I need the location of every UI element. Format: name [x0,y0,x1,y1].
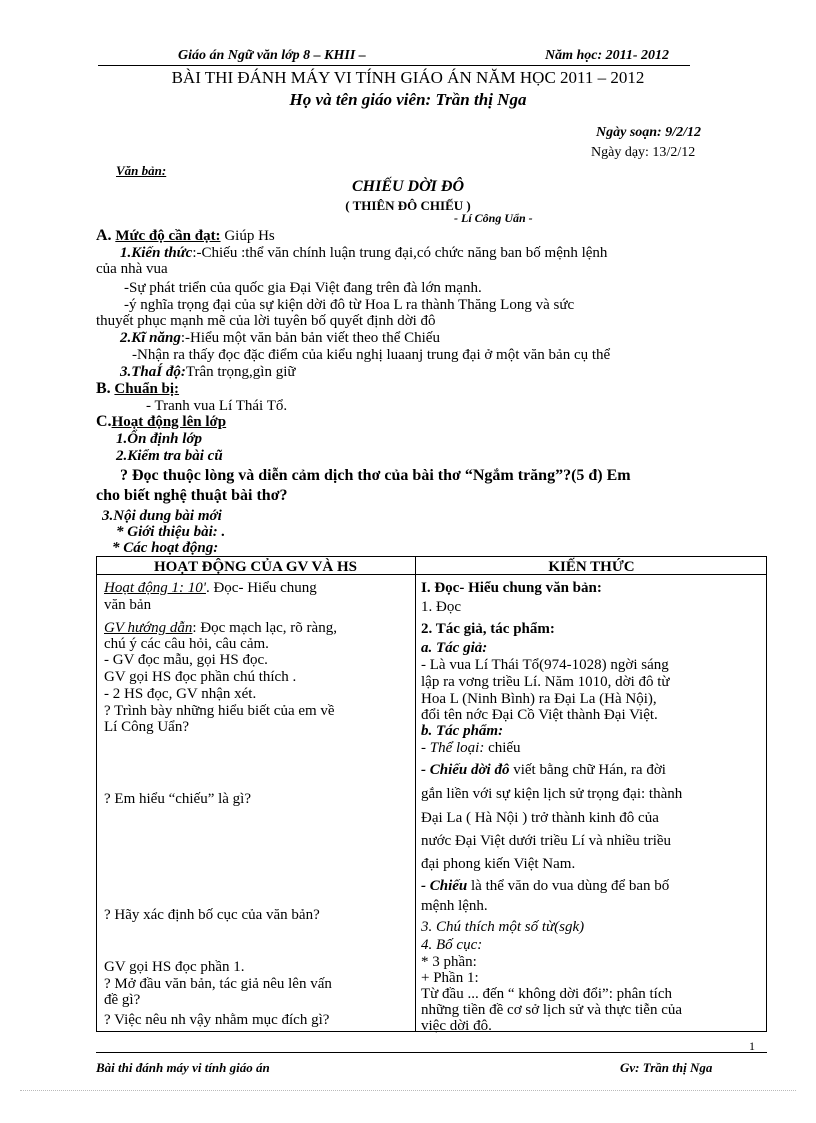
right-read: 1. Đọc [421,599,461,615]
right-genre [421,740,521,756]
right-chieu-1 [421,878,669,894]
section-b-prefix: B. [96,380,111,397]
right-author-heading: a. Tác giả: [421,640,488,656]
right-part-1-a: Từ đầu ... đến “ không dời đổi”: phân tích [421,986,673,1002]
right-work-1 [421,762,666,778]
left-line-5: Lí Công Uẩn? [104,719,189,735]
activity-text: . Đọc- Hiểu chung [205,580,317,596]
step-3: 3.Nội dung bài mới [102,508,222,524]
page-edge-dots [20,1090,796,1091]
lesson-label: Văn bản: [116,163,167,178]
work-text: viết bằng chữ Hán, ra đời [509,762,666,778]
col-header-activities: HOẠT ĐỘNG CỦA GV VÀ HS [154,559,357,575]
right-work-3: Đại La ( Hà Nội ) trở thành kinh đô của [421,810,659,826]
section-a-title: Mức độ cần đạt: [115,228,221,244]
work-name: - Chiếu dời đô [421,762,510,778]
guidance-text: : Đọc mạch lạc, rõ ràng, [192,620,337,636]
guidance-line [104,620,337,636]
footer-rule [96,1052,767,1053]
knowledge-b: -Sự phát triển của quốc gia Đại Việt đang trên đà lớn mạnh. [124,280,482,296]
left-part-2: ? Mở đầu văn bản, tác giả nêu lên vấn [104,976,332,992]
attitude-text: Trân trọng,gìn giữ [185,364,296,380]
skill-b: -Nhận ra thấy đọc đặc điểm của kiểu nghị luaanj trung đại ở một văn bản cụ thể [132,347,611,363]
chieu-label: - Chiếu [421,878,468,894]
section-b-item: - Tranh vua Lí Thái Tổ. [146,398,288,414]
section-i-heading: I. Đọc- Hiểu chung văn bản: [421,580,602,596]
page-number: 1 [749,1039,755,1053]
knowledge-c-cont: thuyết phục mạnh mẽ của lời tuyên bố quyết định dời đô [96,313,436,329]
activity-heading [104,580,317,596]
right-author-1: - Là vua Lí Thái Tổ(974-1028) ngời sáng [421,657,669,673]
left-line-3: - 2 HS đọc, GV nhận xét. [104,686,257,702]
lesson-title: CHIẾU DỜI ĐÔ [351,178,464,195]
attitude-label: 3.ThaÍ độ: [120,364,186,380]
contest-title: BÀI THI ĐÁNH MÁY VI TÍNH GIÁO ÁN NĂM HỌC 2011 – 2012 [171,68,645,87]
date-prepared: Ngày soạn: 9/2/12 [596,125,701,140]
right-work-5: đại phong kiến Việt Nam. [421,856,576,872]
teacher-name: Họ và tên giáo viên: Trần thị Nga [289,90,527,109]
left-line-4: ? Trình bày những hiểu biết của em về [104,703,335,719]
right-structure: 4. Bố cục: [421,937,483,953]
header-rule [98,65,690,66]
right-work-heading: b. Tác phẩm: [421,723,504,739]
question-structure: ? Hãy xác định bố cục của văn bản? [104,907,320,923]
left-part-1: GV gọi HS đọc phần 1. [104,959,245,975]
knowledge-cont: của nhà vua [96,261,168,277]
review-question: ? Đọc thuộc lòng và diễn cảm dịch thơ của bài thơ “Ngắm trăng”?(5 đ) Em [120,467,631,484]
section-a-title-rest: Giúp Hs [220,228,275,244]
header-left: Giáo án Ngữ văn lớp 8 – KHII – [178,48,366,63]
review-question-cont: cho biết nghệ thuật bài thơ? [96,487,288,504]
right-part-1-c: việc dời đô. [421,1018,492,1034]
left-line-1: - GV đọc mẫu, gọi HS đọc. [104,652,268,668]
right-work-2: gắn liền với sự kiện lịch sử trọng đại: thành [421,786,683,802]
genre-text: chiếu [484,740,521,756]
left-part-3: đề gì? [104,992,141,1008]
genre-label: - Thể loại: [421,740,485,756]
knowledge-label: 1.Kiến thức [120,245,193,261]
right-author-work: 2. Tác giả, tác phẩm: [421,621,555,637]
right-author-3: Hoa L (Ninh Bình) ra Đại La (Hà Nội), [421,691,657,707]
skill-line [120,330,440,346]
skill-text: :-Hiểu một văn bản bản viết theo thể Chiếu [180,330,440,346]
date-taught: Ngày dạy: 13/2/12 [591,145,696,160]
section-c-heading [96,414,226,430]
col-header-knowledge: KIẾN THỨC [548,559,635,575]
section-a-prefix: A. [96,227,112,244]
section-b-title: Chuẩn bị: [114,381,180,397]
chieu-text: là thể văn do vua dùng để ban bố [467,878,670,894]
lesson-subtitle: ( THIÊN ĐÔ CHIẾU ) [345,198,471,213]
intro-line: * Giới thiệu bài: . [116,524,226,540]
left-part-4: ? Việc nêu nh vậy nhằm mục đích gì? [104,1012,330,1028]
right-glossary: 3. Chú thích một số từ(sgk) [421,919,585,935]
right-author-4: đổi tên nớc Đại Cồ Việt thành Đại Việt. [421,707,658,723]
section-c-title: Hoạt động lên lớp [111,414,227,430]
knowledge-text: :-Chiếu :thể văn chính luận trung đại,có chức năng ban bố mệnh lệnh [192,245,608,261]
right-author-2: lập ra vơng triều Lí. Năm 1010, dời đô từ [421,674,670,690]
right-part-1: + Phần 1: [421,970,479,986]
activities-line: * Các hoạt động: [112,540,219,556]
guidance-label: GV hướng dẫn [104,620,193,636]
activity-cont: văn bản [104,597,152,613]
table-divider [415,556,416,1032]
knowledge-line [120,245,607,261]
question-chieu: ? Em hiểu “chiếu” là gì? [104,791,252,807]
footer-left: Bài thi đánh máy vi tính giáo án [96,1060,270,1075]
right-chieu-2: mệnh lệnh. [421,898,488,914]
right-three-parts: * 3 phần: [421,954,477,970]
activity-label: Hoạt động 1: 10' [104,580,206,596]
knowledge-c: -ý nghĩa trọng đại của sự kiện dời đô từ Hoa L ra thành Thăng Long và sức [124,297,575,313]
skill-label: 2.Kĩ năng [120,330,181,346]
guidance-cont: chú ý các câu hỏi, câu cảm. [104,636,269,652]
header-right: Năm học: 2011- 2012 [545,48,670,63]
section-b-heading [96,381,179,397]
footer-right: Gv: Trần thị Nga [620,1060,713,1075]
lesson-author: - Lí Công Uẩn - [454,211,533,225]
attitude-line [120,364,296,380]
section-c-prefix: C. [96,413,112,430]
step-1: 1.Ổn định lớp [116,431,202,447]
step-2: 2.Kiểm tra bài cũ [116,448,223,464]
section-a-heading [96,228,275,244]
left-line-2: GV gọi HS đọc phần chú thích . [104,669,297,685]
right-part-1-b: những tiền đề cơ sở lịch sử và thực tiễn của [421,1002,683,1018]
right-work-4: nước Đại Việt dưới triều Lí và nhiều triều [421,833,672,849]
